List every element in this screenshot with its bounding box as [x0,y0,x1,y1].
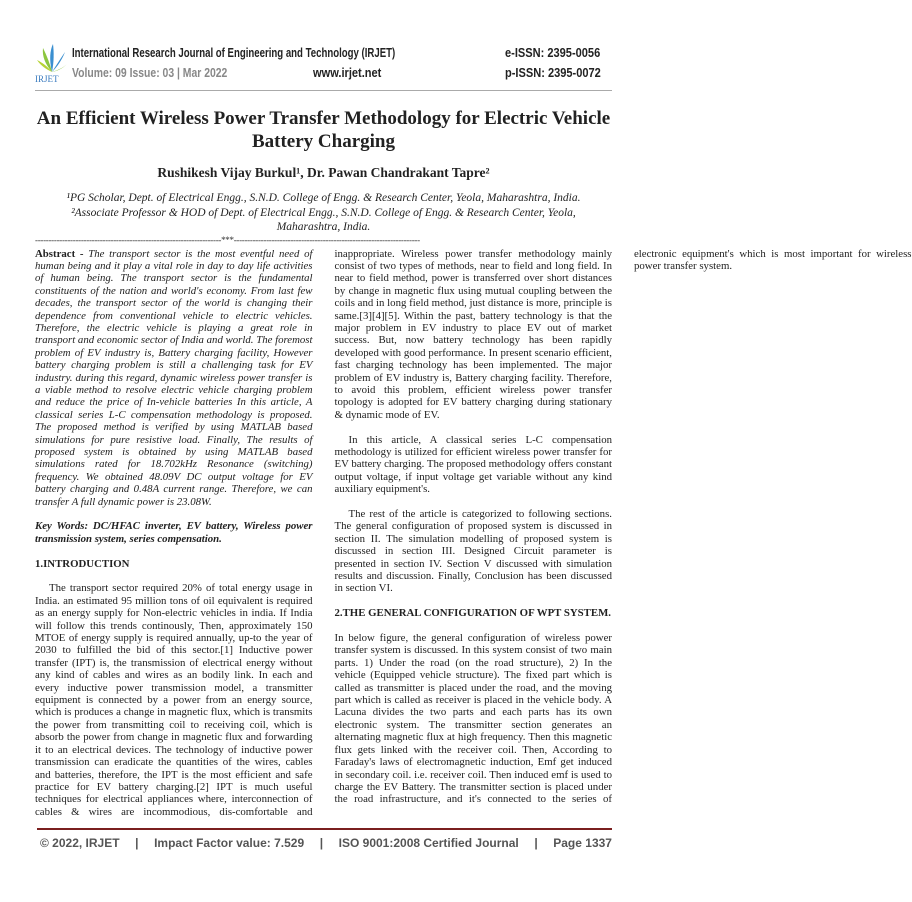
journal-header [35,42,612,91]
impact-factor: Impact Factor value: 7.529 [154,836,305,850]
affiliations [35,191,612,235]
paper-authors: Rushikesh Vijay Burkul¹, Dr. Pawan Chandrakant Tapre² [157,165,490,180]
page-content [35,42,912,826]
page-footer [40,836,612,850]
journal-name: International Research Journal of Engineering and Technology (IRJET) [72,45,396,60]
footer-separator: | [319,836,324,850]
intro-paragraph-2: In this article, A classical series L-C compensation methodology is utilized for efficient wireless power transfer for EV battery charging. The proposed methodology offers constant output voltage, if input voltage get variable without any kind auxiliary equipment's. [334,433,612,496]
volume-issue: Volume: 09 Issue: 03 | Mar 2022 [72,65,228,80]
iso-certification: ISO 9001:2008 Certified Journal [338,836,519,850]
intro-paragraph-1: The transport sector required 20% of total energy usage in India. an estimated 95 million tons of oil equivalent is required as an energy supply for Non-electric vehicles in india. If India will follow this trends continously, Then, approximately 150 MTOE of energy supply is required annually, up-to the year of 2030 to fulfilled the bid of this sector.[1] Inductive power transfer (IPT) is, the transmission of electrical energy without any kind of cables and wires as an bodily link. In each and every inductive power transmission model, a transmitter equipment is connected by a power from an energy source, which is produces a change in magnetic flux, which is transmits the power from transmitting coil to receiving coil, which is absorb the power from change in magnetic flux and forwarding it to an electrical devices. The technology of inductive power transmission can eradicate the quantities of the wires, cables and batteries, therefore, the IPT is the most efficient and safe practice for EV battery charging.[2] IPT is much useful techniques for electrical appliances where, interconnection of cables & wires are incommodious, dis-comfortable and inappropriate. Wireless power transfer methodology mainly consist of two types of methods, near to field and long field. In near to field method, power is transferred over short distances by change in magnetic flux using mutual coupling between the coils and in long field method, just distance is more, principle is same.[3][4][5]. Within the past, battery technology is that the major problem in EV industry to place EV out of market success. But, now battery technology has been rapidly developed with good performance. In present scenario efficient, fast charging technology has been implemented. The major problem of EV industry is, Battery charging facility. Therefore, to avoid this problem, efficient wireless power transfer topology is adopted for EV battery charging during stationary & dynamic mode of EV. [35,247,612,818]
intro-paragraph-3: The rest of the article is categorized to following sections. The general configuration of proposed system is discussed in section II. The simulation modelling of proposed system is discussed in section III. Designed Circuit parameter is presented in section IV. Section V discussed with simulation results and discussion. Finally, Conclusion has been discussed in section VI. [334,508,612,595]
footer-separator: | [135,836,139,850]
section-heading-general-configuration: 2.THE GENERAL CONFIGURATION OF WPT SYSTEM. [334,607,611,620]
p-issn: p-ISSN: 2395-0072 [505,65,601,80]
footer-divider [37,828,612,830]
abstract-label: Abstract - [35,247,89,260]
keywords: Key Words: DC/HFAC inverter, EV battery, Wireless power transmission system, series compensation. [35,520,313,545]
abstract-text: The transport sector is the most eventful need of human being and it play a vital role in day to day life activities of human being. The transport sector is the fundamental constituents of the nation and world's economy. From last few decades, the transport sector of the world is changing their dependence from conventional vehicle to electric vehicles. Therefore, the electric vehicle is playing a great role in transport and economic sector of India and world. The foremost problem of EV industry is, Battery charging facility, However battery charging problem is still a challenging task for EV industry. during this regard, dynamic wireless power transfer is a viable method to resolve electric vehicle charging problem and reduce the price of In-vehicle batteries In this article, A classical series L-C compensation methodology is proposed. The proposed method is verified by using MATLAB based simulations for pure resistive load. Finally, The results of proposed system is obtained by using MATLAB based simulations rated for 18.702kHz Resonance (switching) frequency. We obtained 48.09V DC output voltage for EV battery charging and 0.48A current range. Therefore, we can transfer A full dynamic power is 23.08W. [35,247,313,508]
journal-website[interactable]: www.irjet.net [313,65,382,80]
affiliation-2: ²Associate Professor & HOD of Dept. of Electrical Engg., S.N.D. College of Engg. & Research Center, Yeola, Maharashtra, India. [71,206,576,233]
abstract [35,248,313,509]
copyright: © 2022, IRJET [40,836,120,850]
section-heading-introduction: 1.INTRODUCTION [35,557,130,570]
page-number: Page 1337 [553,836,612,850]
e-issn: e-ISSN: 2395-0056 [505,45,601,60]
logo-text: IRJET [35,74,59,84]
footer-separator: | [534,836,538,850]
leaf-logo-icon [37,42,67,74]
two-column-body [35,247,912,827]
section2-paragraph-1: In below figure, the general configuration of wireless power transfer system is discussed. In this system consist of two main parts. 1) Under the road (on the road structure), 2) In the vehicle (Equipped vehicle structure). The fixed part which is called as transmitter is placed under the road, and the moving part which is called as receiver is placed in the vehicle body. A Lacuna divides the two parts and each parts has its own electronic system. The transmitter section generates an alternating magnetic flux at high frequency. Then this magnetic flux gets linked with the receiver coil. Then, According to Faraday's laws of electromagnetic induction, Emf get induced in secondary coil. i.e. receiver coil. Then induced emf is used to charge the EV Battery. The transmitter section is placed under the road infrastructure, and it's connected to the series of electronic equipment's which is most important for wireless power transfer system. [334,247,912,806]
irjet-logo [35,42,69,86]
paper-title: An Efficient Wireless Power Transfer Methodology for Electric Vehicle Battery Charging [36,108,611,152]
affiliation-1: ¹PG Scholar, Dept. of Electrical Engg., S.N.D. College of Engg. & Research Center, Yeola, Maharashtra, India. [66,192,581,204]
section-separator: ---------------------------------------------------------------------***--------------------------------------------------------------------- [35,234,420,245]
